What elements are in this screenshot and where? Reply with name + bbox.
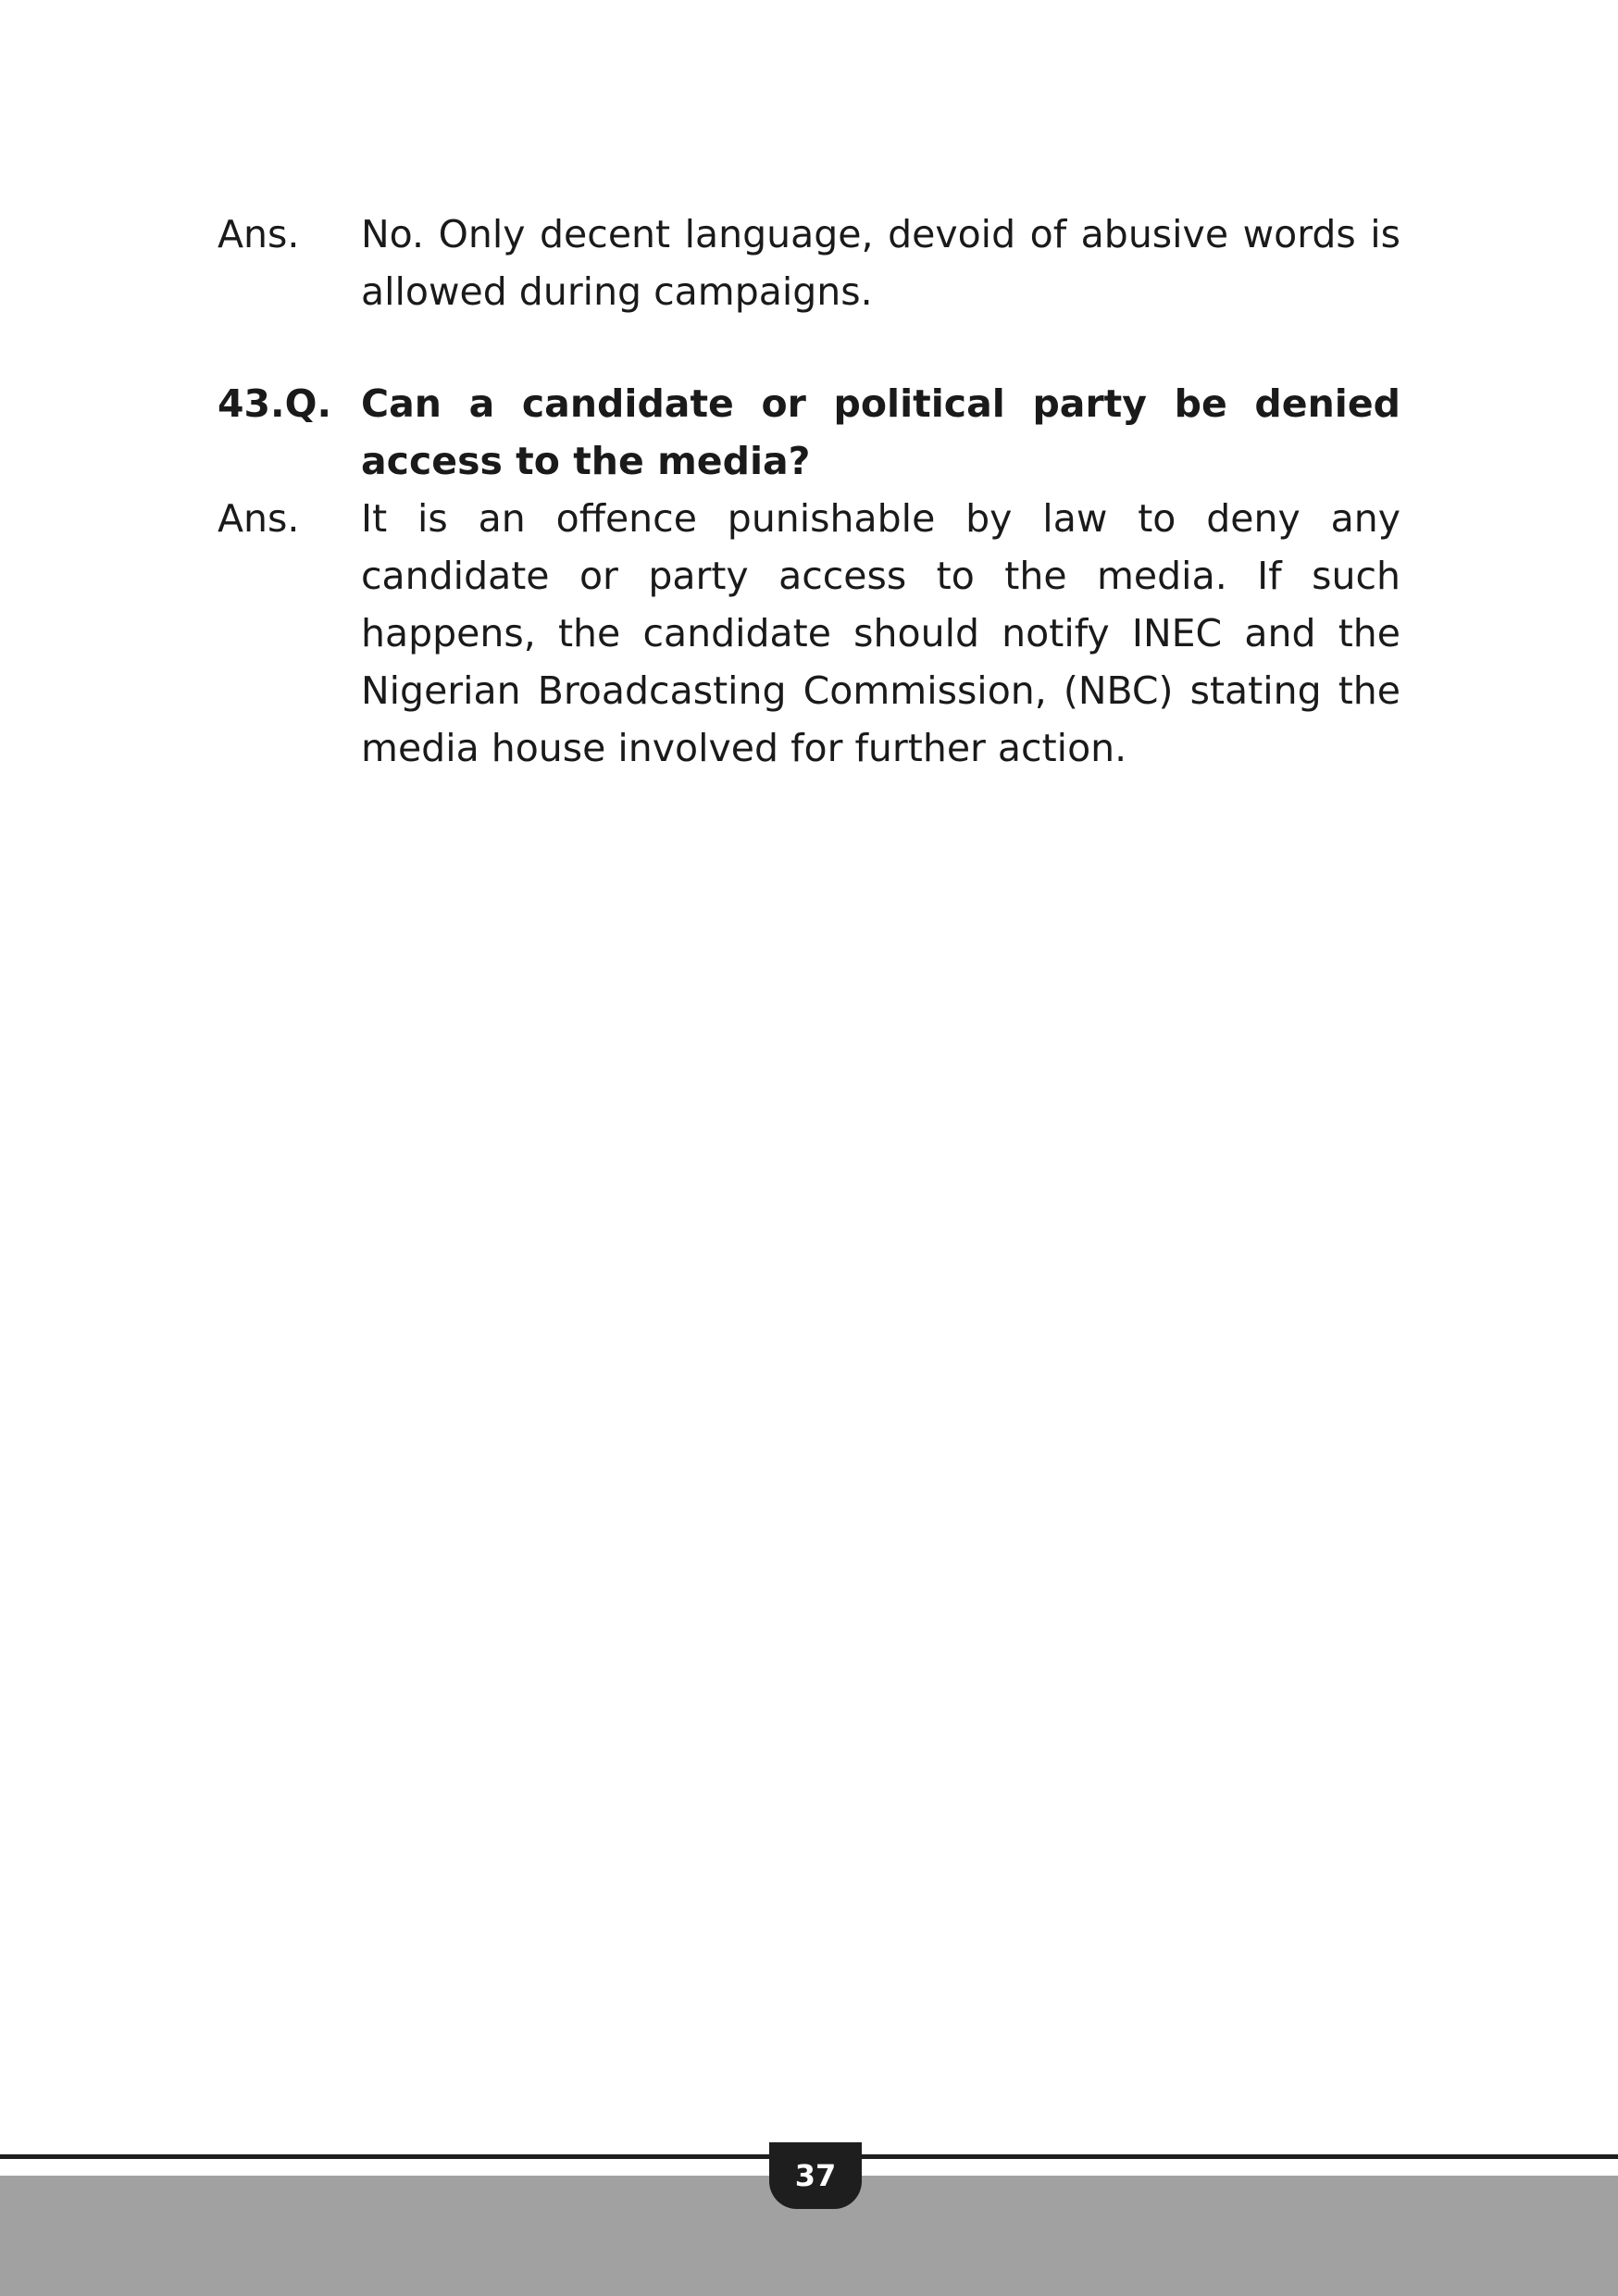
answer-43-row xyxy=(218,490,1400,777)
answer-42-row xyxy=(218,206,1400,320)
page-content xyxy=(218,206,1400,777)
page-number-badge: 37 xyxy=(769,2142,862,2209)
answer-label: Ans. xyxy=(218,212,300,256)
question-number: 43.Q. xyxy=(218,381,332,426)
answer-43-text: It is an offence punishable by law to deny any candidate or party access to the media. If such happens, the candidate should notify INEC and the Nigerian Broadcasting Commission, (NBC) stating the media house involved for further action. xyxy=(361,496,1400,770)
answer-42-text: No. Only decent language, devoid of abusive words is allowed during campaigns. xyxy=(361,212,1400,314)
answer-label: Ans. xyxy=(218,496,300,541)
section-spacer xyxy=(218,320,1400,375)
question-43-text: Can a candidate or political party be denied access to the media? xyxy=(361,381,1400,483)
question-43-row xyxy=(218,375,1400,490)
